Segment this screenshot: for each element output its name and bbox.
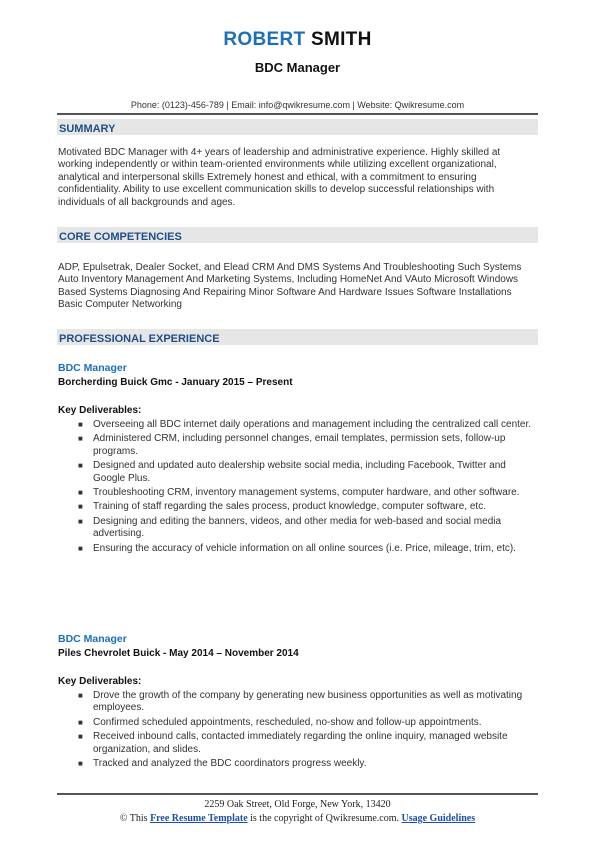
deliverables-label: Key Deliverables: bbox=[58, 405, 142, 416]
list-item: ■ Administered CRM, including personnel changes, email templates, permission sets, follow-up programs. bbox=[78, 433, 506, 457]
list-item: ■ Troubleshooting CRM, inventory management systems, computer hardware, and other software. bbox=[78, 487, 520, 499]
bullet-icon: ■ bbox=[78, 717, 83, 727]
list-item: ■ Confirmed scheduled appointments, rescheduled, no-show and follow-up appointments. bbox=[78, 716, 482, 728]
list-item: ■ Overseeing all BDC internet daily operations and management including the centralized call center. bbox=[78, 419, 532, 430]
contact-line: Phone: (0123)-456-789 | Email: info@qwikresume.com | Website: Qwikresume.com bbox=[130, 100, 465, 110]
job-company: Borcherding Buick Gmc - January 2015 – Present bbox=[58, 377, 293, 388]
summary-section-bar bbox=[57, 119, 538, 135]
free-resume-template-link[interactable]: Free Resume Template bbox=[150, 813, 248, 824]
bullet-icon: ■ bbox=[78, 420, 83, 429]
summary-text: Motivated BDC Manager with 4+ years of leadership and administrative experience. Highly skilled at working independently or within team-oriented environments while utilizing excellent organizational, analytical and interpersonal skills Extremely honest and ethical, with a commitment to ensuring confidentiality. Ability to use excellent communication skills to develop successful relationships with individuals of all backgrounds and ages. bbox=[58, 147, 501, 208]
job-company: Piles Chevrolet Buick - May 2014 – November 2014 bbox=[58, 648, 299, 659]
competencies-text: ADP, Epulsetrak, Dealer Socket, and Elead CRM And DMS Systems And Troubleshooting Such Systems Auto Inventory Management And Marketing Systems, Including HomeNet And VAuto Microsoft Windows Based Systems Diagnosing And Repairing Minor Software And Hardware Issues Software Installations Basic Computer Networking bbox=[58, 262, 522, 311]
footer-copyright bbox=[0, 813, 595, 824]
experience-section-bar bbox=[57, 329, 538, 345]
job-2-bullet-list bbox=[78, 690, 536, 772]
experience-heading: PROFESSIONAL EXPERIENCE bbox=[59, 333, 220, 345]
bullet-icon: ■ bbox=[78, 461, 83, 471]
list-item: ■ Training of staff regarding the sales process, product knowledge, computer software, etc. bbox=[78, 501, 486, 513]
job-title: BDC Manager bbox=[58, 633, 127, 645]
copyright-prefix: © This bbox=[119, 813, 148, 824]
header-divider bbox=[57, 113, 538, 115]
bullet-icon: ■ bbox=[78, 732, 83, 742]
bullet-icon: ■ bbox=[78, 488, 83, 498]
bullet-icon: ■ bbox=[78, 516, 83, 526]
competencies-section-bar bbox=[57, 227, 538, 243]
list-item: ■ Drove the growth of the company by generating new business opportunities as well as motivating employees. bbox=[78, 690, 523, 714]
usage-guidelines-link[interactable]: Usage Guidelines bbox=[401, 813, 476, 824]
list-item: ■ Designing and editing the banners, videos, and other media for web-based and social media advertising. bbox=[78, 515, 502, 540]
footer-address: 2259 Oak Street, Old Forge, New York, 13420 bbox=[204, 799, 391, 810]
copyright-text: is the copyright of Qwikresume.com. bbox=[250, 813, 399, 824]
list-item: ■ Received inbound calls, contacted immediately regarding the online inquiry, managed website organization, and slides. bbox=[78, 731, 508, 755]
job-1-bullet-list bbox=[78, 419, 536, 557]
bullet-icon: ■ bbox=[78, 434, 83, 444]
job-title: BDC Manager bbox=[58, 362, 127, 374]
summary-heading: SUMMARY bbox=[59, 123, 116, 135]
job-title-heading: BDC Manager bbox=[254, 60, 341, 75]
footer-divider bbox=[57, 793, 538, 795]
bullet-icon: ■ bbox=[78, 502, 83, 512]
first-name: ROBERT bbox=[223, 29, 306, 50]
bullet-icon: ■ bbox=[78, 759, 83, 769]
list-item: ■ Ensuring the accuracy of vehicle information on all online sources (i.e. Price, mileage, trim, etc). bbox=[78, 542, 516, 554]
list-item: ■ Designed and updated auto dealership website social media, including Facebook, Twitter and Google Plus. bbox=[78, 460, 506, 484]
deliverables-label: Key Deliverables: bbox=[58, 676, 142, 687]
bullet-icon: ■ bbox=[78, 691, 83, 700]
candidate-name bbox=[0, 29, 595, 51]
bullet-icon: ■ bbox=[78, 543, 83, 553]
competencies-heading: CORE COMPETENCIES bbox=[59, 231, 182, 243]
list-item: ■ Tracked and analyzed the BDC coordinators progress weekly. bbox=[78, 758, 367, 770]
last-name: SMITH bbox=[311, 29, 372, 50]
